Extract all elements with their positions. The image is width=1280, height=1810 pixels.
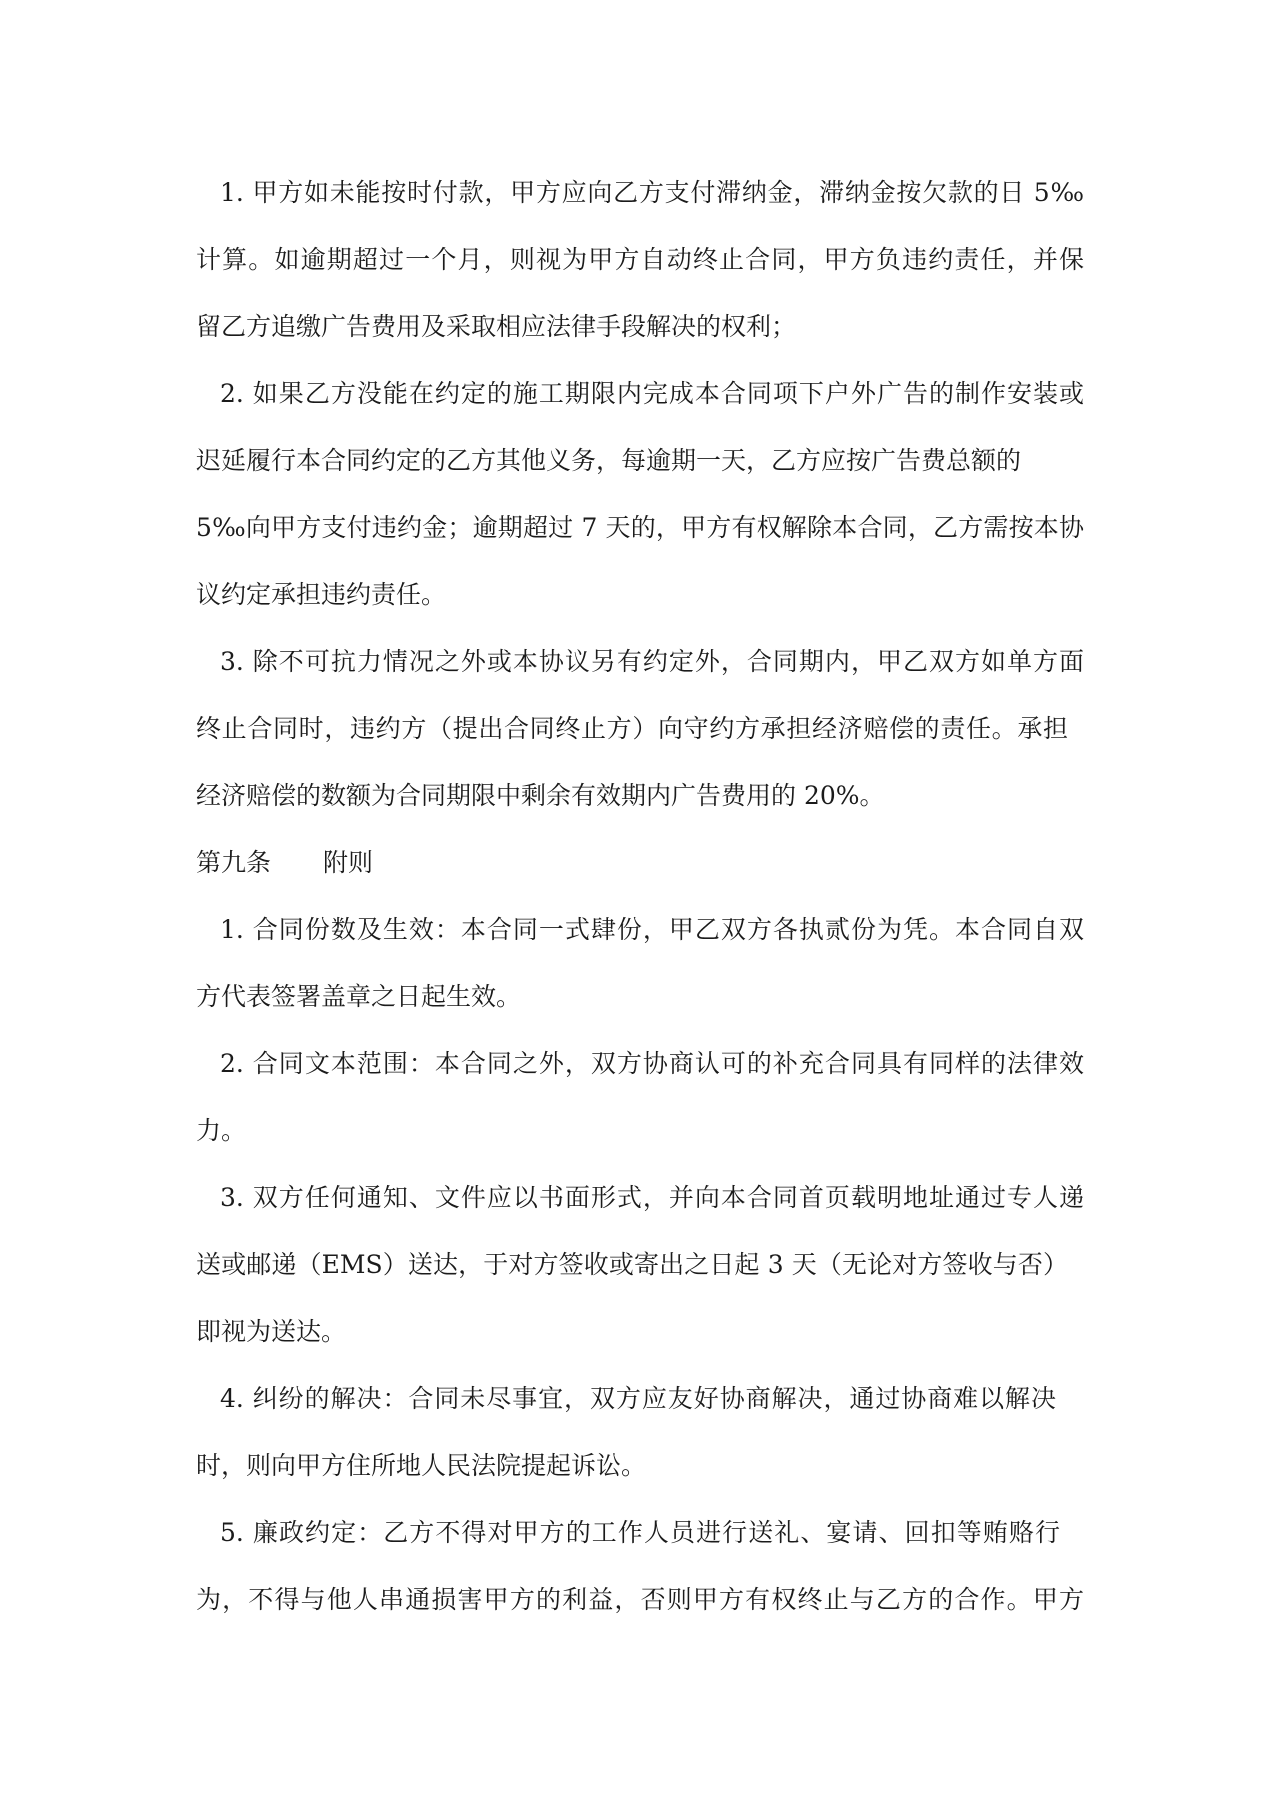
clause-9-3-line-2: 送或邮递（EMS）送达，于对方签收或寄出之日起 3 天（无论对方签收与否） <box>196 1250 1068 1279</box>
clause-9-5-line-2: 为，不得与他人串通损害甲方的利益，否则甲方有权终止与乙方的合作。甲方 <box>196 1585 1084 1614</box>
article-title: 附则 <box>323 848 374 877</box>
clause-9-4-line-2: 时，则向甲方住所地人民法院提起诉讼。 <box>196 1451 647 1480</box>
clause-8-3-line-2: 终止合同时，违约方（提出合同终止方）向守约方承担经济赔偿的责任。承担 <box>196 714 1068 743</box>
clause-8-2-line-3: 5‰向甲方支付违约金；逾期超过 7 天的，甲方有权解除本合同，乙方需按本协 <box>196 513 1084 542</box>
clause-9-1-line-2: 方代表签署盖章之日起生效。 <box>196 982 522 1011</box>
clause-9-3-line-1: 3. 双方任何通知、文件应以书面形式，并向本合同首页载明地址通过专人递 <box>220 1183 1084 1212</box>
clause-9-2-line-1: 2. 合同文本范围：本合同之外，双方协商认可的补充合同具有同样的法律效 <box>220 1049 1084 1078</box>
clause-8-2-line-1: 2. 如果乙方没能在约定的施工期限内完成本合同项下户外广告的制作安装或 <box>220 379 1084 408</box>
clause-9-2-line-2: 力。 <box>196 1116 247 1145</box>
clause-8-3-line-3: 经济赔偿的数额为合同期限中剩余有效期内广告费用的 20%。 <box>196 781 885 810</box>
article-9-heading <box>196 843 1084 883</box>
clause-9-4-line-1: 4. 纠纷的解决：合同未尽事宜，双方应友好协商解决，通过协商难以解决 <box>220 1384 1056 1413</box>
clause-8-1-line-2: 计算。如逾期超过一个月，则视为甲方自动终止合同，甲方负违约责任，并保 <box>196 245 1084 274</box>
clause-9-5-line-1: 5. 廉政约定：乙方不得对甲方的工作人员进行送礼、宴请、回扣等贿赂行 <box>220 1518 1060 1547</box>
clause-9-1-line-1: 1. 合同份数及生效：本合同一式肆份，甲乙双方各执贰份为凭。本合同自双 <box>220 915 1084 944</box>
clause-8-1-line-3: 留乙方追缴广告费用及采取相应法律手段解决的权利； <box>196 312 797 341</box>
clause-9-3-line-3: 即视为送达。 <box>196 1317 347 1346</box>
clause-8-2-line-4: 议约定承担违约责任。 <box>196 580 447 609</box>
clause-8-1-line-1: 1. 甲方如未能按时付款，甲方应向乙方支付滞纳金，滞纳金按欠款的日 5‰ <box>220 178 1084 207</box>
clause-8-2-line-2: 迟延履行本合同约定的乙方其他义务，每逾期一天，乙方应按广告费总额的 <box>196 446 1022 475</box>
clause-8-3-line-1: 3. 除不可抗力情况之外或本协议另有约定外，合同期内，甲乙双方如单方面 <box>220 647 1084 676</box>
article-number: 第九条 <box>196 848 272 877</box>
